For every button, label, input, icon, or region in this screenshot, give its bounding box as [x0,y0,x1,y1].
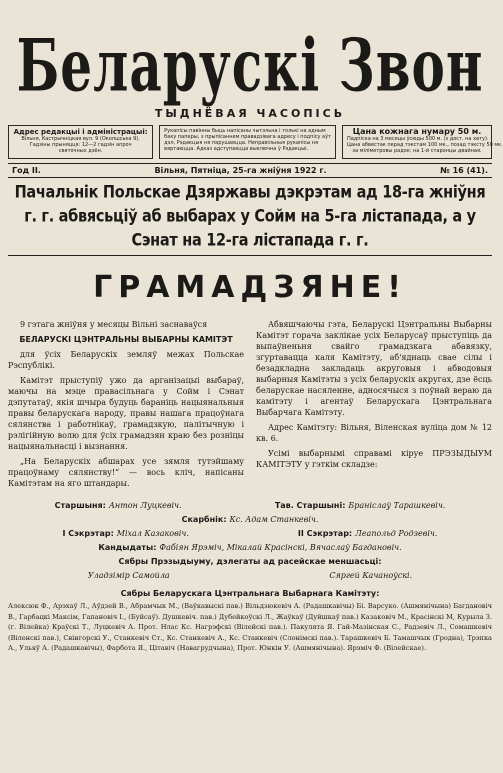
paragraph: Абвяшчаючы гэта, Беларускі Цэнтральны Выбарны Камітэт горача заклікае усіх Беларусаў прыступіць да выпаўненьня свайго грамадзкага абавязку, згуртавацца каля Камітэту, аб'яднаць свае сілы і безадкладна закладаць акруговыя і абводовыя выбарныя Камітэты з усіх беларускіх акругах, дзе ёсць беларускае насяленне, адносячыся з поўнай вераю да камітэту і агентаў Беларускага Цэнтральнага Выбарчага Камітэту. [256,320,492,417]
article-columns [8,319,492,493]
paragraph: Адрес Камітэту: Вільня, Віленская вуліца дом № 12 кв. 6. [256,423,492,443]
info-right-line: за міліметровы радок; на 1-й старонцы двайная. [352,148,482,154]
paragraph: Камітэт прыступіў ужо да арганізацыі выбараў, маючы на мэце правасільнага у Сойм і Сэнат дэпутатаў, якія шчыра будуць бараніць нацыянальныя правы беларускага народу, правы нашага працоўнага сялянства і работнікаў, грамадзкую, палітычную і рэлігійную волю для ўсіх грамадзян краю без розніцы нацыянальнасці і вызнання. [8,376,244,451]
info-bar [8,125,503,159]
delegates-title: Сябры Прэзыдыуму, дэлегаты ад расейскае меншасьці: [118,557,382,566]
secretary1-name: Міхал Казаковіч. [116,529,189,538]
info-left-line: святочных дзён. [58,148,103,154]
manuscript-notice-box [159,125,336,159]
vice-chair-label: Тав. Старшыні: [274,501,346,510]
issue-place-date: Вільня, Пятніца, 25-га жніўня 1922 г. [154,166,327,175]
secretary2-name: Леапольд Родзевіч. [355,529,438,538]
editorial-address-heading: Адрес редакцыі і адміністрацыі: [13,128,148,136]
masthead-title: Беларускі Звон [16,22,484,108]
chair-name: Антон Луцкевіч. [108,501,182,510]
info-mid-line: вяртаюцца. Адказ адступаецца выключна ў Рэдакцыі. [164,146,309,152]
paragraph: 9 гэтага жніўня у месяцы Вільні заснаваўся [20,320,208,329]
paragraph: „На Беларускіх абшарах усе зямля тутэйшаму працоўнаму сялянству!“ — вось кліч, напісаны Камітэтам на яго штандары. [8,457,244,488]
price-heading: Цана кожнага нумару 50 м. [352,127,482,136]
divider [8,255,492,256]
newspaper-page [0,22,503,773]
issue-number: № 16 (41). [440,166,488,175]
info-mid-line: дэл, Рэдакцыя ня парушаецца. Неправільныя рукапісы ня [164,140,319,146]
lead-headline: Пачальнік Польскае Дзяржавы дэкрэтам ад 18-га жніўня г. г. абвясьціў аб выбарах у Сойм на 5-га лістапада, а у Сэнат на 12-га лістапада г. г. [14,183,486,251]
secretary2-label: II Сэкрэтар: [297,529,353,538]
secretary1-label: I Сэкрэтар: [62,529,114,538]
delegate-name: Уладзімір Самойла [87,571,170,580]
chair-label: Старшыня: [54,501,106,510]
appeal-title: ГРАМАДЗЯНЕ! [93,270,407,305]
article-right-column [256,319,492,493]
paragraph: Усімі выбарнымі справамі кіруе ПРЭЗЫДЫУМ КАМІТЭТУ у гэткім складзе: [256,449,492,469]
treasurer-label: Скарбнік: [181,515,227,524]
info-left-line: Гадзіны прыняцця: 12—2 гадзін апроч [29,142,132,148]
article-left-column [8,319,244,493]
editorial-address-box [8,125,153,159]
dateline [8,163,492,178]
info-left-line: Вільня, Кастрычніцкая вул. 9 (Окопшська 9). [21,136,140,142]
delegate-name: Сяргей Качаноўскі. [329,571,413,580]
issue-year: Год II. [12,166,41,175]
vice-chair-name: Браніслаў Тарашкевіч. [348,501,446,510]
info-mid-line: Рукапісы павінны быць напісаны чытэльна і толькі на адным [164,128,326,134]
treasurer-name: Кс. Адам Станкевіч. [229,515,319,524]
info-right-line: Цана абвестак перад тэкстам 100 мк., позад тэксту 50 мк. [347,142,503,148]
candidates-names: Фабіян Ярэміч, Мікалай Красінскі, Вячаслаў Багдановіч. [159,543,402,552]
members-list: Алексюк Ф., Арэхаў Л., Аўдзей В., Абрамчык М., (Ваўкавыскі пав.) Вільдзюкевіч А. (Радашкавічы) Бі. Варсуко. (Ашмянічына) Багдановіч В., Гарбацкі Максім, Гапановіч І., (Буйсаў). Душкевіч. пав.) Дубейкоўскі Л., Жаўкаў (Дуйшкаў пав.) Казаковіч М., Красінскі М, Курыла З. (г. Вілейка) Краўскі Т., Луцкевіч А. Прот. Нлас Кс. Нагрэфскі (Вілейскі пав.). Пакулята Я. Гай-Мазінская С., Радзевіч Л., Сомашкевіч (Віленскі пав.), Свінгорскі У., Станкевіч Ст., Кс. Станкевіч А., Кс. Станкевіч (Слонімскі пав.). Тарашкевіч Б. Тамашчык (Гродна), Трэпка А., Ульяў А. (Радашкавічы), Фарбота Я., Цітавіч (Навагрудчына), Прот. Юнкін У. (Ашмянічына). Ярэміч Ф. (Вілейскае). [8,602,492,652]
candidates-label: Кандыдаты: [98,543,157,552]
info-right-line: Падпіска на 3 месяцы ўсюды 500 м. (з дост. на хату). [347,136,489,142]
committee-name: БЕЛАРУСКІ ЦЭНТРАЛЬНЫ ВЫБАРНЫ КАМІТЭТ [19,335,233,344]
masthead-subtitle: ТЫДНЁВАЯ ЧАСОПІСЬ [154,107,346,120]
members-title: Сябры Беларускага Цэнтральнага Выбарнага Камітэту: [120,589,380,598]
paragraph: для ўсіх Беларускіх земляў межах Польскае Рэспублікі. [8,350,244,370]
price-box [342,125,503,159]
presidium-list [8,499,492,583]
info-mid-line: баку паперы, з прыпісаннем правадзівага адресу і подпісу аўт [164,134,331,140]
